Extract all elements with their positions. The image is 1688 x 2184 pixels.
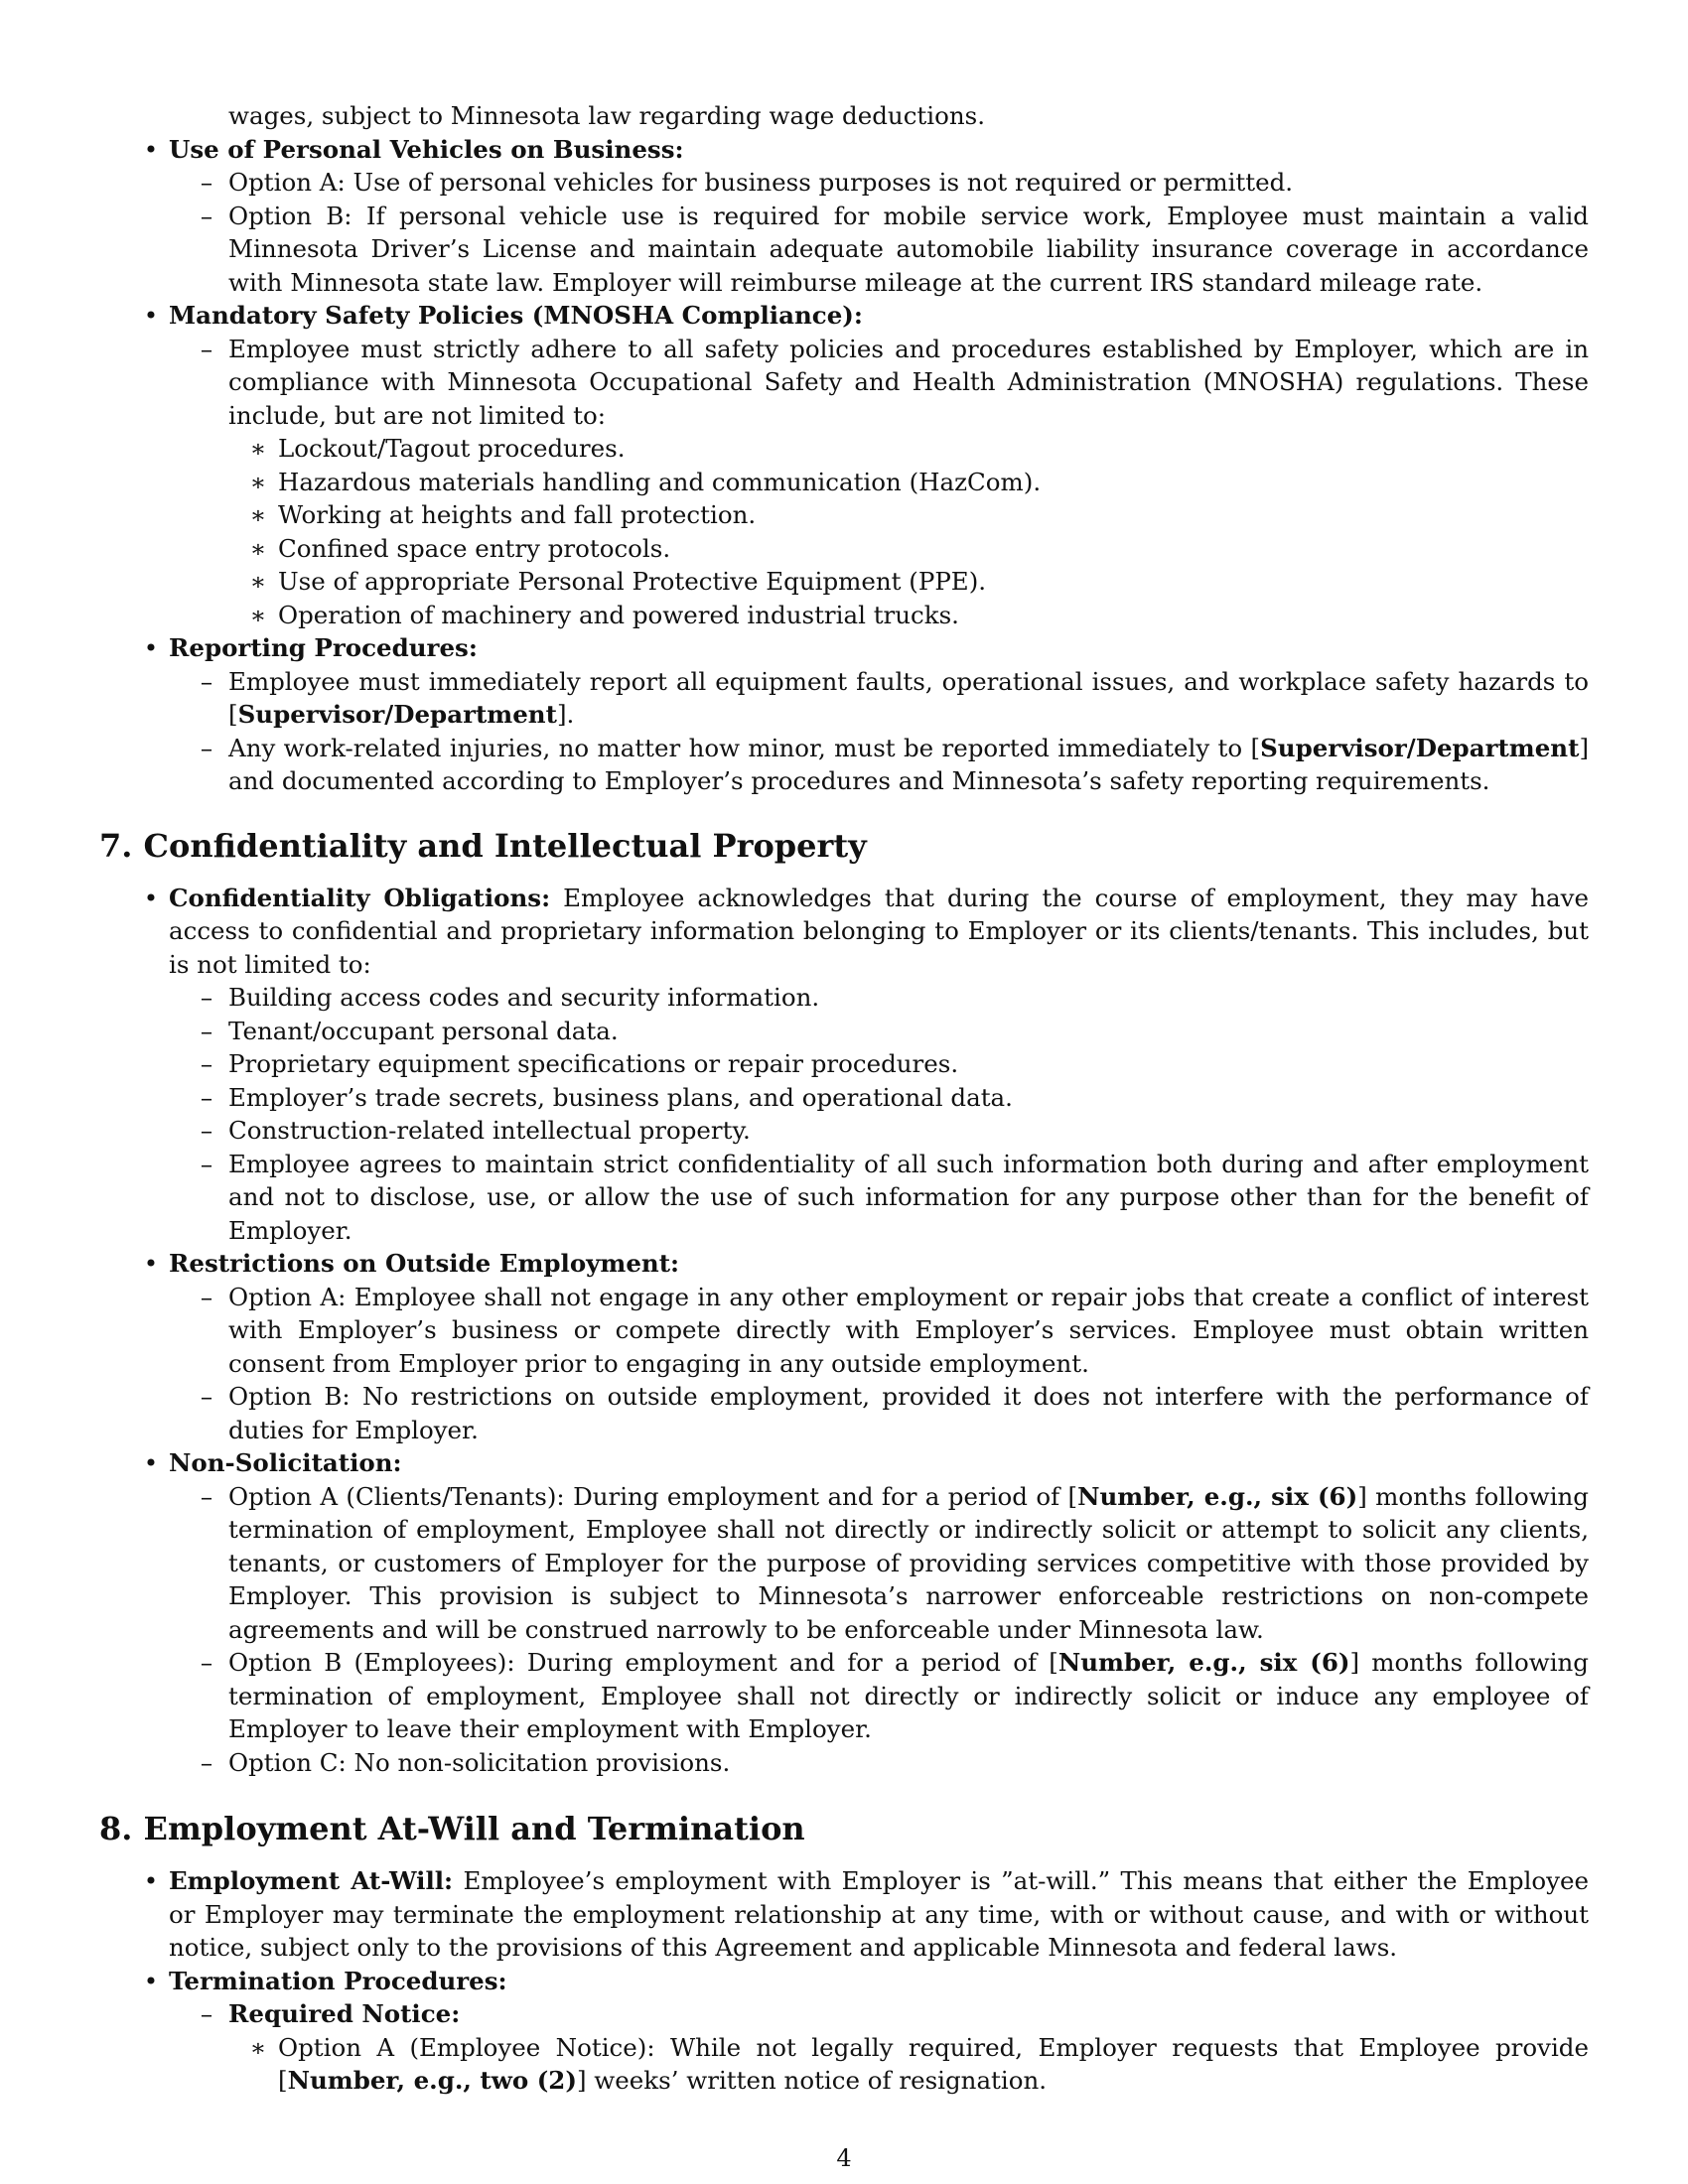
dash-marker: – — [200, 1648, 213, 1677]
star-marker: ∗ — [249, 600, 267, 629]
placeholder-field: Number, e.g., six (6) — [1077, 1481, 1358, 1511]
list-item: – Option C: No non-solicitation provisions. — [228, 1746, 1589, 1780]
list-item: – Option A: Employee shall not engage in any other employment or repair jobs that create a conflict of interest with Employer’s business or compete directly with Employer’s services. Employee must obtain written consent from Employer prior to engaging in any outside employment. — [228, 1281, 1589, 1381]
item-title: Non-Solicitation: — [169, 1448, 402, 1477]
dash-marker: – — [200, 1382, 213, 1411]
bullet-marker: • — [143, 1448, 159, 1477]
dash-marker: – — [200, 666, 213, 696]
bullet-marker: • — [143, 301, 159, 330]
dash-marker: – — [200, 1116, 213, 1145]
item-title: Restrictions on Outside Employment: — [169, 1249, 680, 1278]
dash-marker: – — [200, 1747, 213, 1777]
bullet-marker: • — [143, 633, 159, 662]
dash-marker: – — [200, 334, 213, 363]
placeholder-field: Number, e.g., two (2) — [287, 2066, 577, 2095]
dash-marker: – — [200, 733, 213, 762]
list-item-outside-employment — [143, 1247, 1589, 1281]
dash-marker: – — [200, 1016, 213, 1045]
star-marker: ∗ — [249, 434, 267, 463]
item-title: Confidentiality Obligations: — [169, 883, 551, 912]
list-item: – Proprietary equipment specifications or repair procedures. — [228, 1047, 1589, 1081]
list-item: ∗ Lockout/Tagout procedures. — [278, 432, 1589, 466]
dash-marker: – — [200, 1999, 213, 2028]
list-item-reporting — [143, 631, 1589, 665]
list-item: – Option A: Use of personal vehicles for business purposes is not required or permitted. — [228, 166, 1589, 200]
item-title: Termination Procedures: — [169, 1966, 507, 1995]
list-item: – Option B (Employees): During employment and for a period of [Number, e.g., six (6)] months following termination of employment, Employee shall not directly or indirectly solicit or induce any employee of Employer to leave their employment with Employer. — [228, 1646, 1589, 1746]
list-item: – Employee must strictly adhere to all safety policies and procedures established by Employer, which are in compliance with Minnesota Occupational Safety and Health Administration (MNOSHA) regulations. These include, but are not limited to: — [228, 333, 1589, 433]
section-heading-8: 8. Employment At-Will and Termination — [99, 1810, 805, 1847]
page-number: 4 — [836, 2144, 852, 2172]
star-marker: ∗ — [249, 2032, 267, 2062]
star-marker: ∗ — [249, 500, 267, 529]
bullet-marker: • — [143, 1866, 159, 1895]
list-item-confidentiality: • Confidentiality Obligations: Employee acknowledges that during the course of employment, they may have access to confidential and proprietary information belonging to Employer or its clients/tenants. This includes, but is not limited to: — [169, 882, 1589, 982]
list-item: ∗ Option A (Employee Notice): While not legally required, Employer requests that Employee provide [Number, e.g., two (2)] weeks’ written notice of resignation. — [249, 2032, 1589, 2095]
list-item: – Option A (Clients/Tenants): During employment and for a period of [Number, e.g., six (6)] months following termination of employment, Employee shall not directly or indirectly solicit or attempt to solicit any clients, tenants, or customers of Employer for the purpose of providing services competitive with those provided by Employer. This provision is subject to Minnesota’s narrower enforceable restrictions on non-compete agreements and will be construed narrowly to be enforceable under Minnesota law. — [228, 1480, 1589, 1647]
bullet-marker: • — [143, 134, 159, 164]
list-item: – Tenant/occupant personal data. — [228, 1015, 1589, 1048]
list-item-vehicles — [143, 133, 1589, 167]
placeholder-field: Supervisor/Department — [1260, 733, 1580, 762]
placeholder-field: Number, e.g., six (6) — [1057, 1648, 1350, 1677]
list-item: – Any work-related injuries, no matter how minor, must be reported immediately to [Supervisor/Department] and documented according to Employer’s procedures and Minnesota’s safety reporting requirements. — [228, 732, 1589, 798]
list-item: ∗ Hazardous materials handling and communication (HazCom). — [278, 466, 1589, 499]
list-item: ∗ Confined space entry protocols. — [278, 532, 1589, 566]
list-item: – Construction-related intellectual property. — [228, 1114, 1589, 1148]
document-page — [99, 99, 1589, 2098]
dash-marker: – — [200, 983, 213, 1012]
dash-marker: – — [200, 1481, 213, 1511]
item-title: Required Notice: — [228, 1999, 461, 2028]
list-item: – Employer’s trade secrets, business plans, and operational data. — [228, 1081, 1589, 1115]
star-marker: ∗ — [249, 567, 267, 596]
dash-marker: – — [200, 1082, 213, 1112]
bullet-marker: • — [143, 1966, 159, 1995]
star-marker: ∗ — [249, 467, 267, 496]
list-item — [200, 1997, 1589, 2031]
item-title: Mandatory Safety Policies (MNOSHA Compliance): — [169, 301, 863, 330]
star-marker: ∗ — [249, 533, 267, 563]
list-item: ∗ Operation of machinery and powered industrial trucks. — [278, 599, 1589, 632]
bullet-marker: • — [143, 883, 159, 912]
dash-marker: – — [200, 1282, 213, 1311]
list-item: ∗ Working at heights and fall protection. — [278, 498, 1589, 532]
continuation-line: wages, subject to Minnesota law regarding wage deductions. — [228, 101, 985, 130]
list-item: – Option B: No restrictions on outside employment, provided it does not interfere with the performance of duties for Employer. — [228, 1380, 1589, 1446]
list-item: – Option B: If personal vehicle use is required for mobile service work, Employee must maintain a valid Minnesota Driver’s License and maintain adequate automobile liability insurance coverage in accordance with Minnesota state law. Employer will reimburse mileage at the current IRS standard mileage rate. — [228, 200, 1589, 300]
dash-marker: – — [200, 168, 213, 197]
item-title: Employment At-Will: — [169, 1866, 454, 1895]
section-heading-7: 7. Confidentiality and Intellectual Property — [99, 826, 867, 865]
list-item-safety — [143, 299, 1589, 333]
bullet-marker: • — [143, 1249, 159, 1278]
dash-marker: – — [200, 1149, 213, 1178]
dash-marker: – — [200, 1049, 213, 1078]
list-item: ∗ Use of appropriate Personal Protective Equipment (PPE). — [278, 565, 1589, 599]
list-item: – Building access codes and security information. — [228, 981, 1589, 1015]
item-title: Reporting Procedures: — [169, 633, 478, 662]
list-item-termination — [143, 1965, 1589, 1998]
list-item: – Employee agrees to maintain strict confidentiality of all such information both during and after employment and not to disclose, use, or allow the use of such information for any purpose other than for the benefit of Employer. — [228, 1148, 1589, 1248]
placeholder-field: Supervisor/Department — [237, 700, 557, 729]
list-item-at-will: • Employment At-Will: Employee’s employment with Employer is ”at-will.” This means that either the Employee or Employer may terminate the employment relationship at any time, with or without cause, and with or without notice, subject only to the provisions of this Agreement and applicable Minnesota and federal laws. — [169, 1864, 1589, 1965]
dash-marker: – — [200, 201, 213, 230]
item-title: Use of Personal Vehicles on Business: — [169, 134, 684, 164]
list-item: – Employee must immediately report all equipment faults, operational issues, and workplace safety hazards to [Supervisor/Department]. — [228, 665, 1589, 732]
list-item-non-solicitation — [143, 1446, 1589, 1480]
